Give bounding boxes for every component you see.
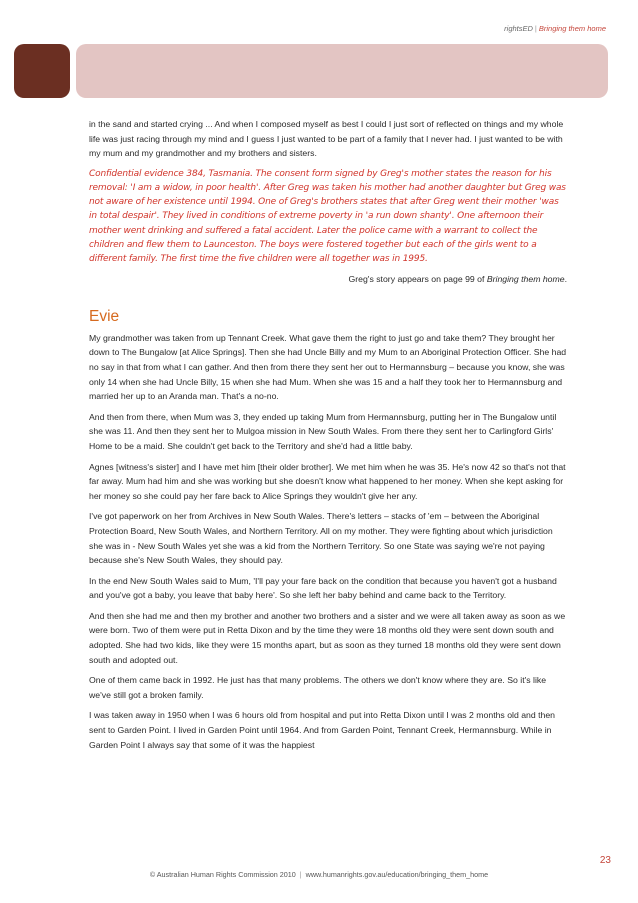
section-heading: Evie	[89, 307, 120, 325]
decorative-banner	[76, 44, 608, 98]
confidential-note: Confidential evidence 384, Tasmania. The consent form signed by Greg's mother states the reason for his removal: 'I am a widow, in poor health'. After Greg was taken his mother had another daughter but Greg was not aware of her existence until 1994. One of Greg's brothers states that after Greg went their mother 'was in total despair'. They lived in conditions of extreme poverty in 'a run down shanty'. One afternoon their mother went drinking and suffered a fatal accident. Later the police came with a warrant to collect the children and flew them to Launceston. The boys were fostered together but each of the girls went to a different family. The first time the five children were all together was in 1995.	[89, 168, 566, 264]
story-paragraph: I've got paperwork on her from Archives in New South Wales. There's letters – stacks of 'em – between the Aboriginal Protection Board, New South Wales, and Northern Territory. All on my mother. They were fighting about which jurisdiction she was in - New South Wales yet she was a kid from the Northern Territory. So one State was saying we're not paying because she's New South Wales, they should pay.	[89, 511, 553, 566]
header-title: Bringing them home	[538, 24, 606, 33]
story-reference-book: Bringing them home	[486, 274, 565, 285]
page-content	[89, 117, 567, 758]
story-reference-suffix: .	[564, 274, 567, 285]
intro-paragraph: in the sand and started crying ... And when I composed myself as best I could I just sort of reflected on things and my whole life was just racing through my mind and I guess I just wanted to be part of a family that I never had. I just wanted to be with my mum and my grandmother and my brothers and sisters.	[89, 119, 564, 159]
story-reference-prefix: Greg's story appears on page 99 of	[348, 274, 487, 285]
footer-copyright: © Australian Human Rights Commission 2010	[149, 870, 296, 879]
story-paragraph: One of them came back in 1992. He just has that many problems. The others we don't know where they are. So it's like we've still got a broken family.	[89, 675, 547, 700]
story-paragraph: And then from there, when Mum was 3, they ended up taking Mum from Hermannsburg, putting her in The Bungalow until she was 11. And then they sent her to Mulgoa mission in New South Wales. From there they sent her to Carlingford Girls' Home to be a maid. She couldn't get back to the Territory and she'd had a little baby.	[89, 411, 557, 451]
page-number: 23	[599, 855, 611, 866]
decorative-tab	[14, 44, 70, 98]
footer-url[interactable]: www.humanrights.gov.au/education/bringing_them_home	[305, 870, 489, 879]
running-header	[504, 24, 606, 33]
page-footer	[0, 870, 638, 879]
header-publisher: rightsED	[504, 24, 533, 33]
footer-separator: |	[299, 870, 302, 879]
story-paragraph: In the end New South Wales said to Mum, 'I'll pay your fare back on the condition that because you haven't got a husband and you've got a baby, you leave that baby here'. So she left her baby behind and came back to the Territory.	[89, 575, 557, 601]
header-separator: |	[534, 24, 537, 33]
story-paragraph: My grandmother was taken from up Tennant Creek. What gave them the right to just go and take them? They brought her down to The Bungalow [at Alice Springs]. Then she had Uncle Billy and my Mum to an Aboriginal Protection Officer. She had no say in that from what I can gather. And then from there they sent her out to Hermannsburg – because you know, she was only 14 when she had Uncle Billy, 15 when she had Mum. When she was 15 and a half they took her to Hermannsburg and married her up to an Aranda man. That's a no-no.	[89, 332, 567, 402]
story-paragraph: I was taken away in 1950 when I was 6 hours old from hospital and put into Retta Dixon until I was 2 months old and then sent to Garden Point. I lived in Garden Point until 1964. And from Garden Point, Tennant Creek, Hermannsburg. While in Garden Point I always say that some of it was the happiest	[89, 710, 556, 750]
story-paragraph: And then she had me and then my brother and another two brothers and a sister and we were all taken away as soon as we were born. Two of them were put in Retta Dixon and by the time they were 18 months old they were sent down south and adopted. She had two kids, like they were 15 months apart, but as soon as they turned 18 months old they were sent down south and adopted out.	[89, 610, 566, 665]
story-paragraph: Agnes [witness's sister] and I have met him [their older brother]. We met him when he was 35. He's now 42 so that's not that far away. Mum had him and she was working but she doesn't know what happened to her money. When she kept asking for her money so she could pay her fare back to Alice Springs they wouldn't give her any.	[89, 461, 566, 501]
story-reference	[89, 272, 567, 287]
